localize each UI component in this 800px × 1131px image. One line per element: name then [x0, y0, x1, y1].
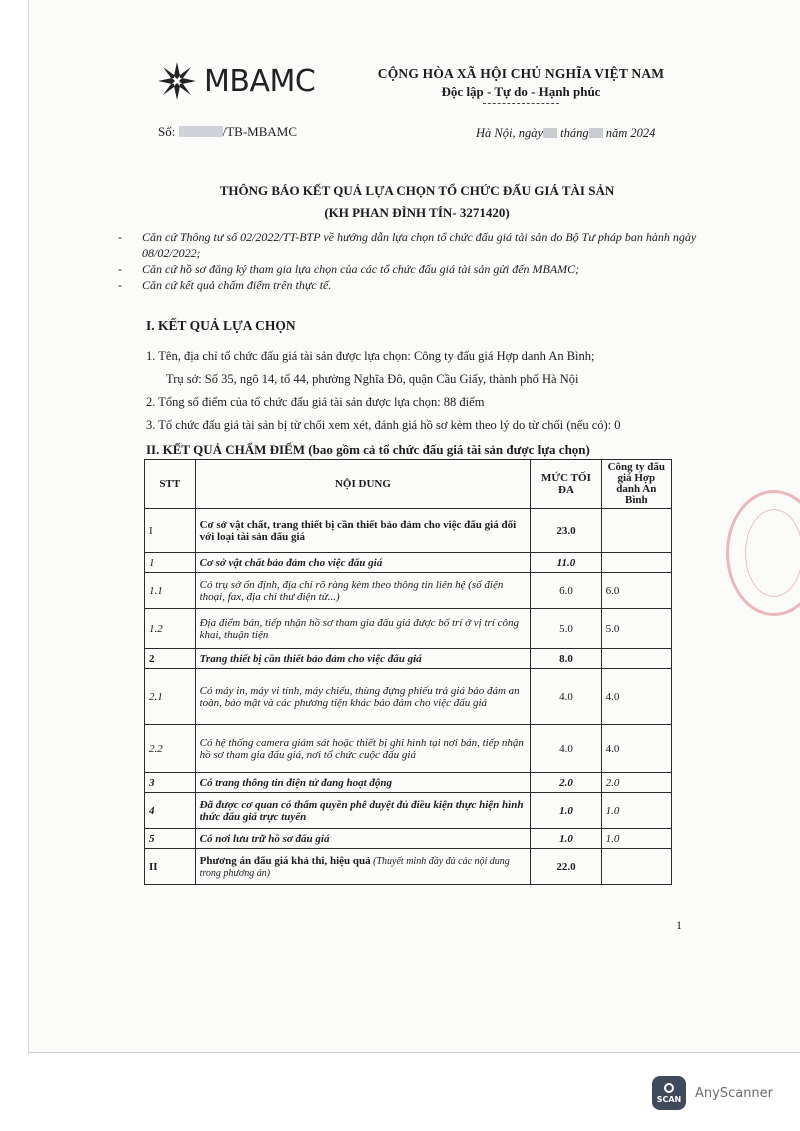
section-1-items: [146, 345, 621, 437]
nation-motto: Độc lập - Tự do - Hạnh phúc: [441, 84, 601, 99]
doc-no-suffix: /TB-MBAMC: [222, 124, 297, 139]
table-header-row: [145, 460, 672, 509]
place-date-b: tháng: [557, 126, 589, 140]
legal-basis: - Căn cứ kết quả chấm điểm trên thực tế.: [118, 278, 332, 292]
legal-basis: - Căn cứ Thông tư số 02/2022/TT-BTP về hướng dẫn lựa chọn tổ chức đấu giá tài sản do Bộ Tư pháp ban hành ngày 08/02/2022;: [118, 230, 697, 260]
result-item-3: 3. Tổ chức đấu giá tài sản bị từ chối xem xét, đánh giá hồ sơ kèm theo lý do từ chối (nếu có): 0: [146, 418, 621, 432]
table-row: I Cơ sở vật chất, trang thiết bị cần thiết bảo đảm cho việc đấu giá đối với loại tài sản đấu giá 23.0: [145, 509, 672, 553]
table-row: 5 Có nơi lưu trữ hồ sơ đấu giá 1.0 1.0: [145, 829, 672, 849]
header-max: MỨC TỐI ĐA: [531, 460, 601, 509]
scanner-watermark: [652, 1076, 773, 1110]
result-item-2: 2. Tổng số điểm của tổ chức đấu giá tài sản được lựa chọn: 88 điểm: [146, 395, 485, 409]
result-item-1: 1. Tên, địa chỉ tổ chức đấu giá tài sản được lựa chọn: Công ty đấu giá Hợp danh An Bình;: [146, 349, 595, 363]
logo-text: MBAMC: [204, 63, 316, 99]
table-row: 1 Cơ sở vật chất bảo đảm cho việc đấu giá 11.0: [145, 553, 672, 573]
redacted-number: [179, 126, 223, 137]
page-number: 1: [676, 918, 682, 932]
table-row: 2.2 Có hệ thống camera giám sát hoặc thiết bị ghi hình tại nơi bán, tiếp nhận hồ sơ tham gia đấu giá, nơi tổ chức cuộc đấu giá 4.0 4.0: [145, 725, 672, 773]
title-line2: (KH PHAN ĐÌNH TÍN- 3271420): [324, 205, 510, 220]
redacted-day: [543, 128, 557, 138]
table-row: 1.1 Có trụ sở ổn định, địa chỉ rõ ràng kèm theo thông tin liên hệ (số điện thoại, fax, địa chỉ thư điện tử...) 6.0 6.0: [145, 573, 672, 609]
table-row: 2 Trang thiết bị cần thiết bảo đảm cho việc đấu giá 8.0: [145, 649, 672, 669]
score-table: [144, 459, 672, 885]
redacted-month: [589, 128, 603, 138]
motto-underline: [483, 103, 559, 104]
nation-name: CỘNG HÒA XÃ HỘI CHỦ NGHĨA VIỆT NAM: [377, 66, 665, 81]
doc-no-prefix: Số:: [158, 124, 179, 139]
anyscanner-logo-icon: SCAN: [652, 1076, 686, 1110]
mbamc-star-icon: [156, 60, 198, 102]
header-content: NỘI DUNG: [195, 460, 531, 509]
national-motto: [368, 66, 674, 104]
place-date-a: Hà Nội, ngày: [476, 126, 544, 140]
section-1-heading: I. KẾT QUẢ LỰA CHỌN: [146, 318, 296, 333]
company-logo: [156, 60, 315, 102]
watermark-text: AnyScanner: [695, 1085, 774, 1101]
table-row: 1.2 Địa điểm bán, tiếp nhận hồ sơ tham gia đấu giá được bố trí ở vị trí công khai, thuận tiện 5.0 5.0: [145, 609, 672, 649]
document-number: [158, 124, 297, 140]
table-row: II Phương án đấu giá khả thi, hiệu quả (Thuyết minh đầy đủ các nội dung trong phương án) 22.0: [145, 849, 672, 885]
result-item-1-address: Trụ sở: Số 35, ngõ 14, tổ 44, phường Nghĩa Đô, quận Cầu Giấy, thành phố Hà Nội: [166, 372, 579, 386]
table-row: 3 Có trang thông tin điện tử đang hoạt động 2.0 2.0: [145, 773, 672, 793]
legal-bases: [118, 229, 698, 293]
place-date: [476, 126, 655, 141]
legal-basis: - Căn cứ hồ sơ đăng ký tham gia lựa chọn của các tổ chức đấu giá tài sản gửi đến MBAMC;: [118, 262, 580, 276]
place-date-c: năm 2024: [602, 126, 656, 140]
title-line1: THÔNG BÁO KẾT QUẢ LỰA CHỌN TỔ CHỨC ĐẤU GIÁ TÀI SẢN: [219, 183, 615, 198]
table-row: 4 Đã được cơ quan có thẩm quyền phê duyệt đủ điều kiện thực hiện hình thức đấu giá trực tuyến 1.0 1.0: [145, 793, 672, 829]
header-company: Công ty đấu giá Hợp danh An Bình: [601, 460, 671, 509]
header-stt: STT: [145, 460, 196, 509]
table-row: 2.1 Có máy in, máy vi tính, máy chiếu, thùng đựng phiếu trả giá bảo đảm an toàn, bảo mật và các phương tiện khác bảo đảm cho việc đấu giá 4.0 4.0: [145, 669, 672, 725]
section-2-heading: II. KẾT QUẢ CHẤM ĐIỂM (bao gồm cả tổ chức đấu giá tài sản được lựa chọn): [146, 442, 590, 457]
document-title: [150, 180, 684, 224]
